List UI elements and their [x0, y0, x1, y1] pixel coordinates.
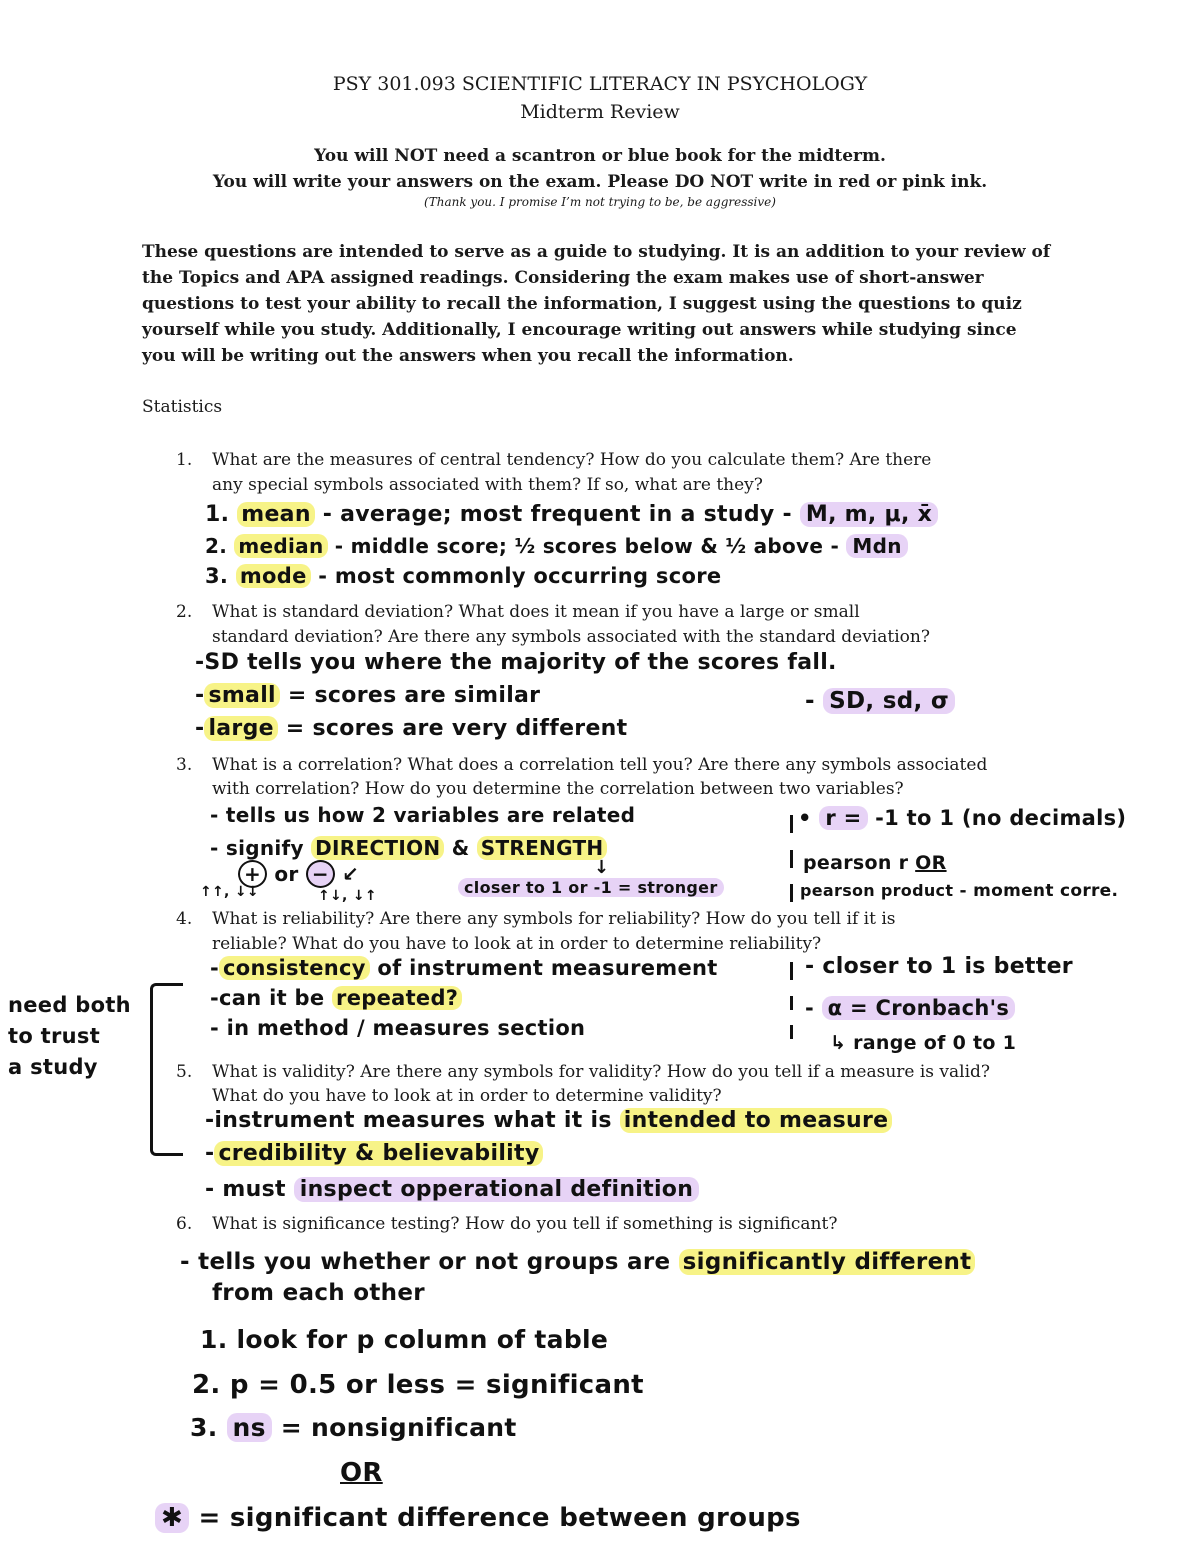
question-text: standard deviation? Are there any symbols associated with the standard deviation? [212, 627, 930, 647]
question-text: What do you have to look at in order to determine validity? [212, 1086, 722, 1106]
note-text: = significant difference between groups [189, 1503, 801, 1533]
negative-icon: − [306, 860, 335, 888]
q6-step-2: 2. p = 0.5 or less = significant [192, 1370, 644, 1400]
margin-note-line: to trust [8, 1024, 101, 1048]
note-number: 1. [205, 502, 230, 527]
q3-pearson-product-note [800, 881, 1118, 901]
q2-small-note [195, 683, 540, 708]
question-number: 3. [176, 755, 193, 775]
q1-median-note [205, 534, 908, 558]
highlight-closer-stronger: closer to 1 or -1 = stronger [458, 878, 724, 897]
q5-measures-note [205, 1108, 892, 1133]
q4-alpha-note [805, 996, 1015, 1020]
note-text: - signify [210, 836, 312, 860]
divider-mark [790, 884, 793, 902]
note-text: or [274, 862, 299, 886]
highlight-intended: intended to measure [620, 1108, 893, 1133]
course-title: PSY 301.093 SCIENTIFIC LITERACY IN PSYCHOLOGY [332, 73, 868, 95]
intro-line: yourself while you study. Additionally, I encourage writing out answers while studying since [142, 320, 1017, 340]
q6-each-other-note: from each other [212, 1280, 425, 1306]
margin-note-line: need both [8, 993, 131, 1017]
highlight-large: large [204, 716, 277, 741]
page-subtitle: Midterm Review [520, 101, 680, 123]
question-text: any special symbols associated with them? If so, what are they? [212, 475, 763, 495]
question-number: 6. [176, 1214, 193, 1234]
highlight-strength: STRENGTH [477, 836, 608, 860]
q2-large-note [195, 716, 627, 741]
q3-r-note [798, 806, 1126, 830]
q2-note-line: -SD tells you where the majority of the scores fall. [195, 650, 837, 675]
divider-mark [790, 996, 793, 1010]
q3-signify-note [210, 836, 607, 860]
note-dash: - [205, 1141, 215, 1166]
highlight-significantly-different: significantly different [679, 1249, 976, 1275]
highlight-median-symbols: Mdn [846, 534, 907, 558]
note-text: -can it be [210, 986, 333, 1010]
divider-mark [790, 962, 793, 980]
note-text: = scores are similar [279, 683, 541, 708]
note-text: - tells you whether or not groups are [180, 1249, 679, 1275]
question-text: What are the measures of central tendency? How do you calculate them? Are there [212, 450, 932, 470]
question-text: reliable? What do you have to look at in order to determine reliability? [212, 934, 822, 954]
note-text: of instrument measurement [369, 956, 718, 980]
q5-credibility-note [205, 1141, 543, 1166]
intro-line: questions to test your ability to recall the information, I suggest using the questions to quiz [142, 294, 1022, 314]
q4-repeated-note [210, 986, 462, 1010]
q3-pearson-note [803, 852, 947, 874]
notice-line-2: You will write your answers on the exam. Please DO NOT write in red or pink ink. [212, 172, 988, 192]
question-number: 5. [176, 1062, 193, 1082]
question-text: What is validity? Are there any symbols for validity? How do you tell if a measure is valid? [212, 1062, 991, 1082]
q2-symbols-note [805, 688, 955, 714]
intro-line: the Topics and APA assigned readings. Considering the exam makes use of short-answer [142, 268, 984, 288]
note-dash: - [195, 716, 205, 741]
note-bullet: • [798, 806, 820, 830]
note-number: 3. [205, 564, 229, 588]
question-text: What is a correlation? What does a correlation tell you? Are there any symbols associated [212, 755, 988, 775]
question-number: 2. [176, 602, 193, 622]
q4-closer-note: - closer to 1 is better [805, 954, 1073, 979]
q3-sign-note [238, 862, 359, 886]
note-text: - middle score; ½ scores below & ½ above - [327, 534, 847, 558]
highlight-operational: inspect opperational definition [294, 1177, 699, 1202]
q4-method-note: - in method / measures section [210, 1016, 586, 1040]
note-text: -instrument measures what it is [205, 1108, 620, 1133]
highlight-repeated: repeated? [332, 986, 462, 1010]
q6-step-3 [190, 1413, 517, 1442]
q3-positive-pairs: ↑↑, ↓↓ [200, 884, 259, 900]
q6-or: OR [340, 1458, 383, 1488]
section-title: Statistics [142, 397, 223, 417]
note-number: 2. [205, 534, 228, 558]
note-dash: - [805, 996, 822, 1020]
asterisk-icon: ✱ [155, 1503, 189, 1533]
q3-related-note: - tells us how 2 variables are related [210, 803, 636, 827]
highlight-median: median [234, 534, 327, 558]
highlight-direction: DIRECTION [311, 836, 444, 860]
intro-line: you will be writing out the answers when you recall the information. [142, 346, 794, 366]
note-text: = scores are very different [277, 716, 628, 741]
q1-mean-note [205, 502, 938, 527]
q4-range-note: ↳ range of 0 to 1 [830, 1032, 1017, 1054]
question-number: 1. [176, 450, 193, 470]
note-text: -1 to 1 (no decimals) [867, 806, 1127, 830]
margin-note-line: a study [8, 1055, 98, 1079]
note-dash: - [210, 956, 220, 980]
highlight-mean-symbols: M, m, μ, x̄ [800, 502, 938, 527]
question-text: with correlation? How do you determine the correlation between two variables? [212, 779, 904, 799]
highlight-consistency: consistency [219, 956, 370, 980]
note-or: OR [915, 852, 947, 874]
notice-line-1: You will NOT need a scantron or blue book for the midterm. [314, 146, 886, 166]
note-text: = nonsignificant [271, 1413, 517, 1442]
note-text: - average; most frequent in a study - [314, 502, 800, 527]
q6-star-note [155, 1503, 801, 1533]
note-text: - most commonly occurring score [310, 564, 722, 588]
intro-line: These questions are intended to serve as a guide to studying. It is an addition to your review of [142, 242, 1051, 262]
divider-mark [790, 1025, 793, 1039]
divider-mark [790, 815, 793, 833]
q6-step-1: 1. look for p column of table [200, 1325, 609, 1354]
arrow-icon: ↙ [342, 862, 360, 886]
q4-consistency-note [210, 956, 718, 980]
note-text: pearson product [800, 881, 954, 900]
highlight-ns: ns [227, 1413, 272, 1442]
question-text: What is reliability? Are there any symbols for reliability? How do you tell if it is [212, 909, 896, 929]
q1-mode-note [205, 564, 721, 588]
q3-negative-pairs: ↑↓, ↓↑ [318, 888, 377, 904]
highlight-small: small [204, 683, 279, 708]
note-dash: - [805, 688, 824, 714]
divider-mark [790, 850, 793, 868]
note-dash: - [195, 683, 205, 708]
question-text: What is standard deviation? What does it mean if you have a large or small [212, 602, 860, 622]
highlight-alpha: α = Cronbach's [822, 996, 1016, 1020]
q3-closer-note [458, 878, 724, 897]
highlight-r-symbol: r = [819, 806, 867, 830]
highlight-mean: mean [237, 502, 315, 527]
note-text: & [444, 836, 477, 860]
highlight-sd-symbols: SD, sd, σ [823, 688, 955, 714]
down-arrow-icon: ↓ [594, 857, 610, 878]
q5-operational-note [205, 1177, 699, 1202]
highlight-credibility: credibility & believability [214, 1141, 543, 1166]
positive-icon: + [238, 860, 267, 888]
note-text: - must [205, 1177, 294, 1202]
question-number: 4. [176, 909, 193, 929]
note-text: - moment corre. [953, 881, 1119, 901]
q6-groups-note [180, 1249, 975, 1275]
note-text: pearson r [803, 852, 916, 874]
question-text: What is significance testing? How do you tell if something is significant? [212, 1214, 838, 1234]
notice-aside: (Thank you. I promise I’m not trying to be, be aggressive) [424, 195, 776, 209]
note-number: 3. [190, 1413, 227, 1442]
highlight-mode: mode [236, 564, 311, 588]
